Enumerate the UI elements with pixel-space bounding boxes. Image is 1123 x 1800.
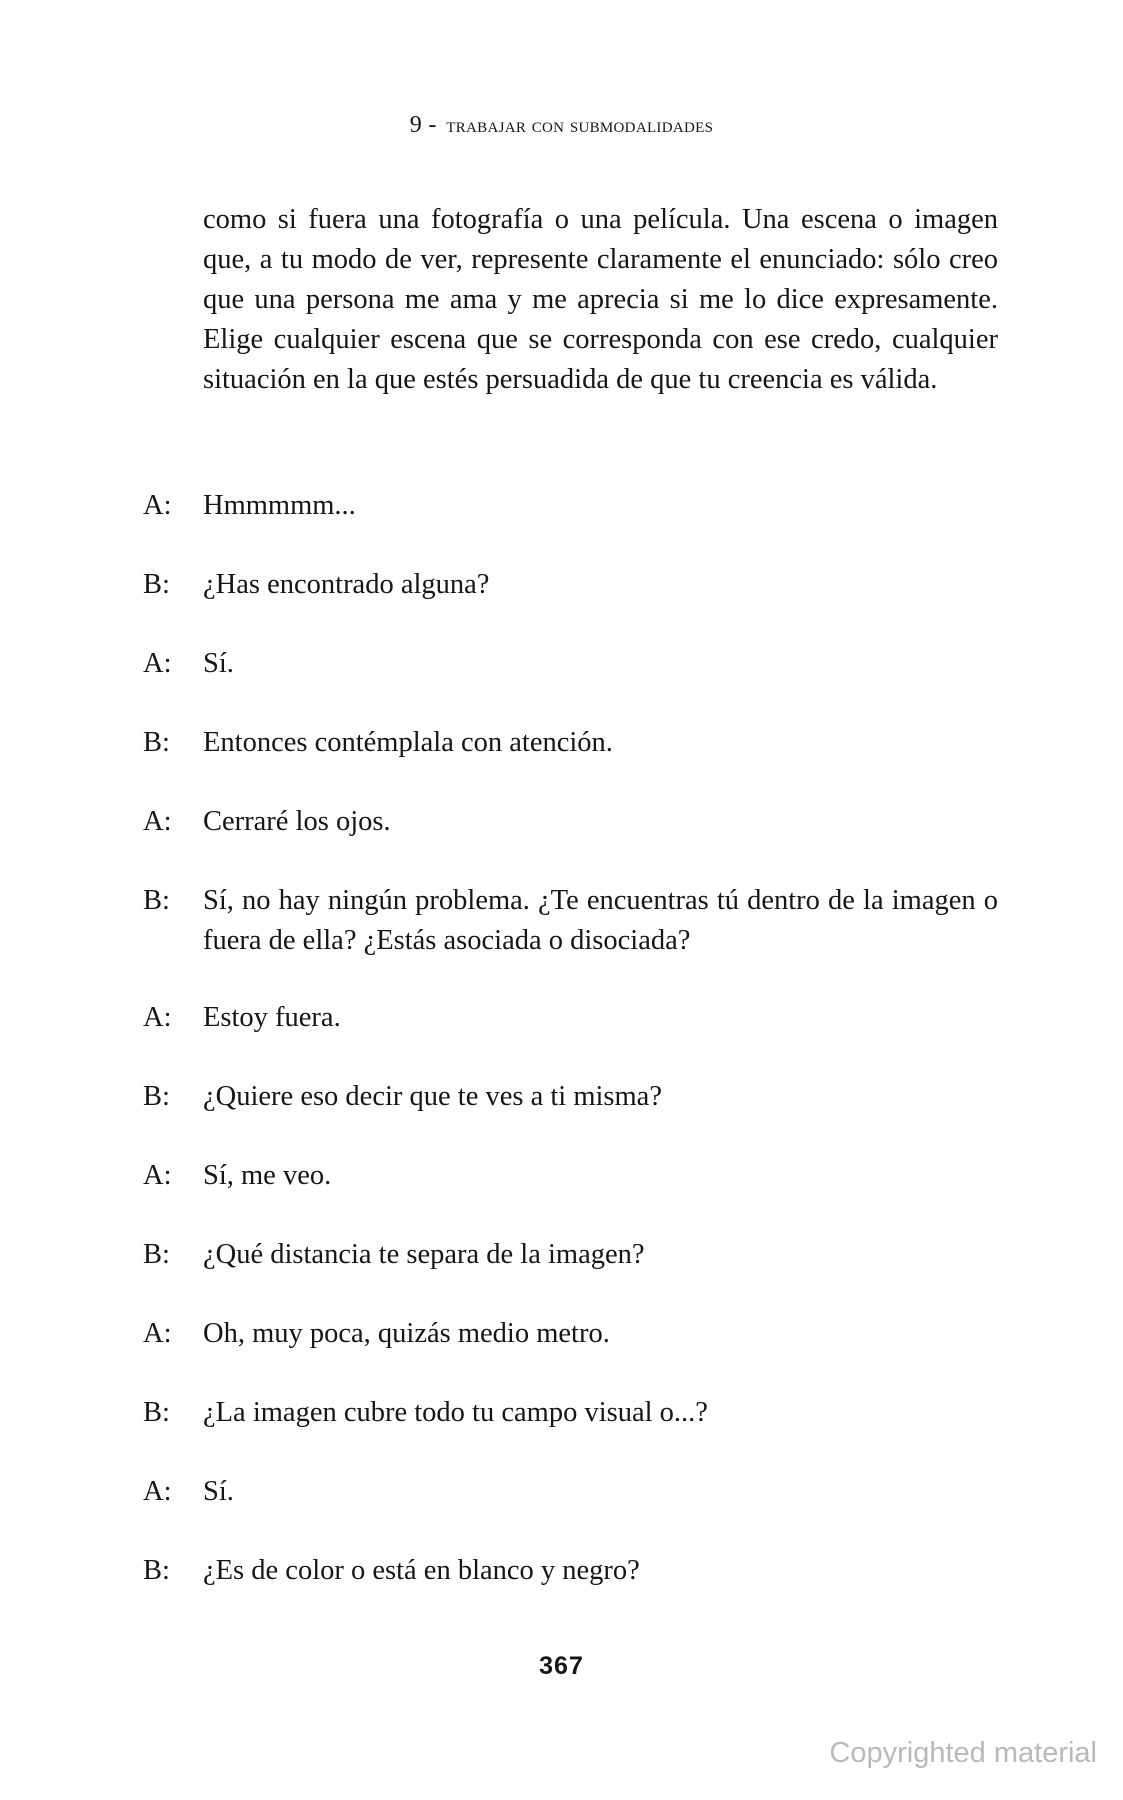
dialogue-line: Sí, me veo. [203,1160,332,1191]
speaker-label: A: [143,1160,172,1191]
dialogue-line: Estoy fuera. [203,1002,341,1033]
speaker-label: B: [143,885,170,916]
dialogue-line: Entonces contémplala con atención. [203,727,613,758]
dialogue-line: ¿La imagen cubre todo tu campo visual o...? [203,1397,708,1428]
dialogue-line: ¿Has encontrado alguna? [203,569,490,600]
dialogue-line: Oh, muy poca, quizás medio metro. [203,1318,610,1349]
dialogue-line: ¿Es de color o está en blanco y negro? [203,1555,640,1586]
speaker-label: B: [143,569,170,600]
continuation-paragraph: como si fuera una fotografía o una película. Una escena o imagen que, a tu modo de ver, represente claramente el enunciado: sólo creo que una persona me ama y me aprecia si me lo dice expresamente. Elige cualquier escena que se corresponda con ese credo, cualquier situación en la que estés persuadida de que tu creencia es válida. [203,204,998,395]
speaker-label: A: [143,1002,172,1033]
speaker-label: B: [143,1239,170,1270]
speaker-label: A: [143,806,172,837]
dialogue-line: Cerraré los ojos. [203,806,391,837]
dialogue-line: Hmmmmm... [203,490,356,521]
chapter-number: 9 - [409,112,437,138]
page-number: 367 [539,1652,584,1680]
dialogue-line: Sí. [203,648,234,679]
running-header [0,112,1123,139]
chapter-title: trabajar con submodalidades [446,113,714,137]
speaker-label: A: [143,1476,172,1507]
speaker-label: A: [143,1318,172,1349]
dialogue-line: ¿Qué distancia te separa de la imagen? [203,1239,645,1270]
dialogue-line: Sí. [203,1476,234,1507]
speaker-label: B: [143,1555,170,1586]
dialogue-line: Sí, no hay ningún problema. ¿Te encuentras tú dentro de la imagen o fuera de ella? ¿Estás asociada o disociada? [203,885,998,956]
speaker-label: A: [143,648,172,679]
speaker-label: B: [143,727,170,758]
speaker-label: B: [143,1081,170,1112]
speaker-label: B: [143,1397,170,1428]
copyright-watermark: Copyrighted material [829,1737,1097,1769]
speaker-label: A: [143,490,172,521]
dialogue-line: ¿Quiere eso decir que te ves a ti misma? [203,1081,662,1112]
